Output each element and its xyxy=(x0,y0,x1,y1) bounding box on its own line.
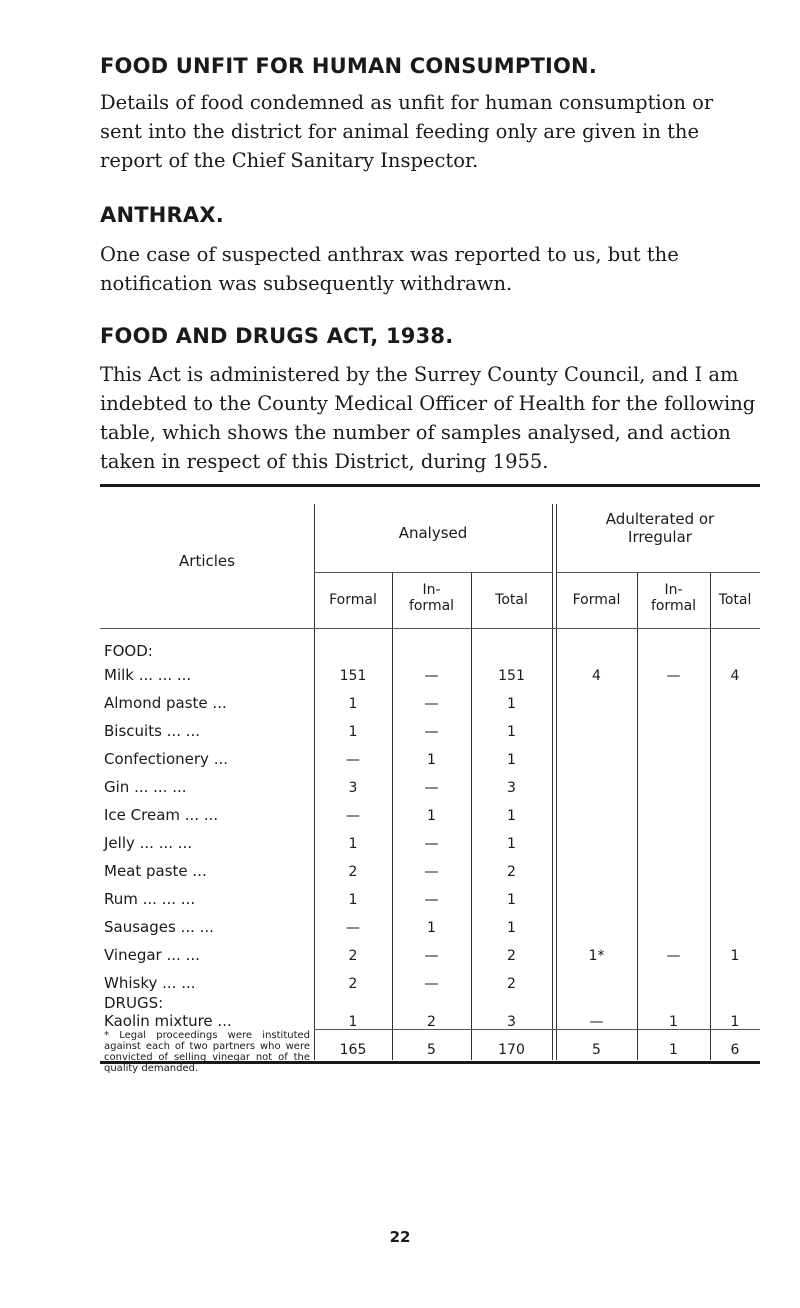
food-row-11-article: Whisky ... ... xyxy=(104,974,196,992)
samples-table xyxy=(100,484,760,1074)
divider-groups-double xyxy=(556,504,557,1060)
food-row-0-j-formal: 4 xyxy=(592,668,601,684)
food-row-1-a-total: 1 xyxy=(507,696,516,712)
paragraph-food-drugs-act: This Act is administered by the Surrey County Council, and I am indebted to the County Medical Officer of Health for the following table, which shows the number of samples analysed, and action taken in respect of this District, during 1955. xyxy=(100,363,756,473)
food-row-3-a-total: 1 xyxy=(507,752,516,768)
food-row-6-a-formal: 1 xyxy=(348,836,358,852)
page-number: 22 xyxy=(389,1228,411,1246)
food-row-10-j-total: 1 xyxy=(730,948,740,964)
subheader-analysed-formal: Formal xyxy=(329,592,377,608)
food-row-0-j-informal: — xyxy=(666,668,681,684)
drug-article: Kaolin mixture ... xyxy=(104,1012,232,1030)
legal-proceedings-note: * Legal proceedings were instituted against each of two partners who were convicted of selling vinegar not of the quality demanded. xyxy=(104,1030,310,1074)
food-row-5-article: Ice Cream ... ... xyxy=(104,806,219,824)
food-row-1-a-informal: — xyxy=(424,696,439,712)
food-row-2-a-formal: 1 xyxy=(348,724,358,740)
food-row-8-a-total: 1 xyxy=(507,892,516,908)
drug-row-a-informal: 2 xyxy=(427,1014,436,1030)
food-row-11-a-formal: 2 xyxy=(348,976,358,992)
divider-adulterated-1 xyxy=(637,572,638,1060)
analysed-subheader-rule xyxy=(314,572,552,573)
food-row-1-article: Almond paste ... xyxy=(104,694,227,712)
food-row-1-a-formal: 1 xyxy=(348,696,358,712)
food-row-3-a-formal: — xyxy=(346,752,360,768)
food-row-10-j-formal: 1* xyxy=(588,948,605,964)
food-row-11-a-informal: — xyxy=(424,976,439,992)
food-row-10-a-formal: 2 xyxy=(348,948,358,964)
totals-row-j-informal: 1 xyxy=(669,1042,678,1058)
food-row-7-a-formal: 2 xyxy=(348,864,358,880)
food-row-7-article: Meat paste ... xyxy=(104,862,207,880)
food-row-6-article: Jelly ... ... ... xyxy=(104,834,193,852)
paragraph-food-unfit: Details of food condemned as unfit for human consumption or sent into the district for animal feeding only are given in the report of the Chief Sanitary Inspector. xyxy=(100,91,714,172)
totals-row-j-total: 6 xyxy=(730,1042,740,1058)
totals-row-j-formal: 5 xyxy=(592,1042,601,1058)
drug-row-j-informal: 1 xyxy=(669,1014,678,1030)
food-row-4-a-informal: — xyxy=(424,780,439,796)
food-row-8-a-informal: — xyxy=(424,892,439,908)
food-row-10-a-informal: — xyxy=(424,948,439,964)
subheader-adulterated-informal: In- formal xyxy=(650,582,697,614)
food-row-0-a-informal: — xyxy=(424,668,439,684)
drug-row-j-formal: — xyxy=(589,1014,604,1030)
food-row-4-article: Gin ... ... ... xyxy=(104,778,187,796)
food-row-0-article: Milk ... ... ... xyxy=(104,666,192,684)
section-heading-anthrax: ANTHRAX. xyxy=(100,203,224,227)
food-row-8-a-formal: 1 xyxy=(348,892,358,908)
totals-row-a-formal: 165 xyxy=(339,1042,367,1058)
food-row-5-a-total: 1 xyxy=(507,808,516,824)
food-row-0-a-total: 151 xyxy=(498,668,525,684)
adulterated-subheader-rule xyxy=(556,572,760,573)
drugs-section-label: DRUGS: xyxy=(104,994,164,1012)
food-row-10-j-informal: — xyxy=(666,948,681,964)
food-row-10-article: Vinegar ... ... xyxy=(104,946,200,964)
food-row-7-a-total: 2 xyxy=(507,864,516,880)
header-adulterated: Adulterated or Irregular xyxy=(605,510,715,546)
food-row-6-a-total: 1 xyxy=(507,836,516,852)
food-row-7-a-informal: — xyxy=(424,864,439,880)
table-top-rule xyxy=(100,484,760,487)
food-row-9-a-informal: 1 xyxy=(427,920,436,936)
food-row-4-a-formal: 3 xyxy=(348,780,358,796)
food-row-3-article: Confectionery ... xyxy=(104,750,228,768)
food-row-9-article: Sausages ... ... xyxy=(104,918,214,936)
food-row-9-a-total: 1 xyxy=(507,920,516,936)
food-section-label: FOOD: xyxy=(104,642,153,660)
section-heading-food-drugs-act: FOOD AND DRUGS ACT, 1938. xyxy=(100,324,454,348)
header-articles: Articles xyxy=(179,552,235,570)
food-row-6-a-informal: — xyxy=(424,836,439,852)
food-row-2-a-total: 1 xyxy=(507,724,516,740)
header-bottom-rule xyxy=(100,628,760,629)
food-row-4-a-total: 3 xyxy=(507,780,516,796)
totals-row-a-informal: 5 xyxy=(427,1042,436,1058)
subheader-adulterated-formal: Formal xyxy=(572,592,621,608)
food-row-5-a-informal: 1 xyxy=(427,808,436,824)
paragraph-anthrax: One case of suspected anthrax was reported to us, but the notification was subsequently withdrawn. xyxy=(100,243,679,295)
food-row-3-a-informal: 1 xyxy=(427,752,436,768)
food-row-8-article: Rum ... ... ... xyxy=(104,890,196,908)
totals-row-a-total: 170 xyxy=(498,1042,525,1058)
drug-row-j-total: 1 xyxy=(730,1014,740,1030)
food-row-10-a-total: 2 xyxy=(507,948,516,964)
food-row-11-a-total: 2 xyxy=(507,976,516,992)
drug-row-a-total: 3 xyxy=(507,1014,516,1030)
divider-groups xyxy=(552,504,553,1060)
food-row-9-a-formal: — xyxy=(346,920,360,936)
food-row-0-j-total: 4 xyxy=(730,668,740,684)
subheader-analysed-total: Total xyxy=(495,592,528,608)
food-row-2-a-informal: — xyxy=(424,724,439,740)
subheader-analysed-informal: In- formal xyxy=(408,582,455,614)
header-analysed: Analysed xyxy=(398,524,468,542)
divider-adulterated-2 xyxy=(710,572,711,1060)
subheader-adulterated-total: Total xyxy=(718,592,752,608)
food-row-5-a-formal: — xyxy=(346,808,360,824)
food-row-2-article: Biscuits ... ... xyxy=(104,722,201,740)
section-heading-food-unfit: FOOD UNFIT FOR HUMAN CONSUMPTION. xyxy=(100,54,598,78)
drug-row-a-formal: 1 xyxy=(348,1014,358,1030)
food-row-0-a-formal: 151 xyxy=(339,668,367,684)
